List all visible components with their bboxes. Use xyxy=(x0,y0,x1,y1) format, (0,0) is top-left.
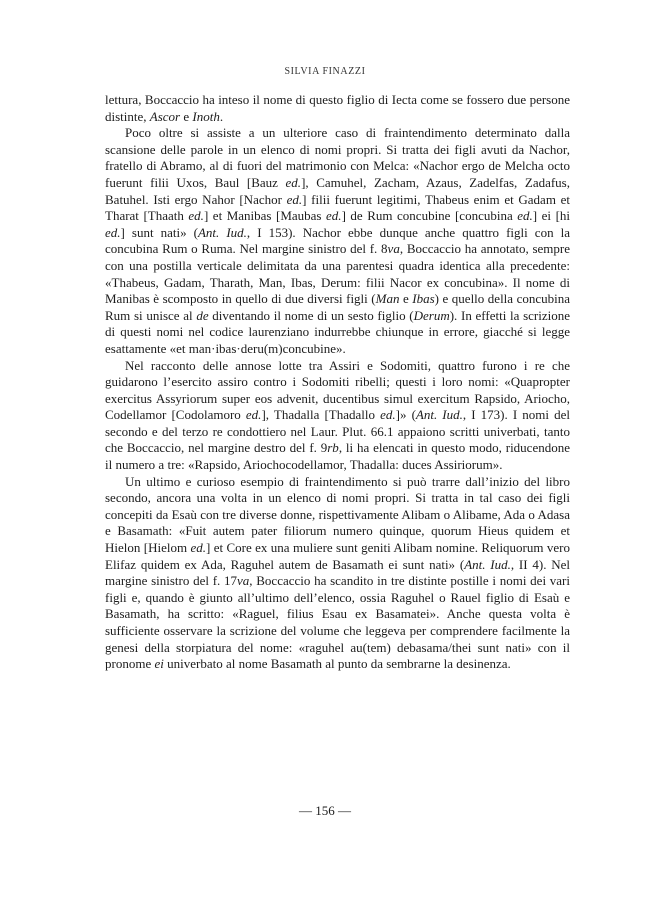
text-run: ], Thadalla [Thadallo xyxy=(261,407,381,423)
italic-run: Ibas xyxy=(412,291,435,307)
text-run: ], Camuhel, Zacham, Azaus, Zadelfas, Zadafus, Batuhel. Isti ergo Nahor [Nachor xyxy=(105,174,570,207)
italic-run: ei xyxy=(154,656,164,672)
text-run: e xyxy=(399,291,413,307)
paragraph xyxy=(105,125,570,357)
italic-run: ed. xyxy=(285,174,302,190)
text-run: , II 4). Nel margine sinistro del f. 17 xyxy=(105,556,571,589)
body-text xyxy=(105,92,570,673)
text-run: e xyxy=(180,108,193,124)
text-run: ] ei [hi xyxy=(532,208,571,224)
text-run: ] et Core ex una muliere sunt geniti Alibam nomine. Reliquorum vero Elifaz quidem ex Ada, Raguhel autem de Basamath ei sunt nati» ( xyxy=(105,540,570,572)
italic-run: Ant. Iud. xyxy=(415,407,463,423)
text-run: ). In effetti la scrizione di questi nomi nel codice laurenziano indurrebbe chiunque in errore, giacché si legge esattamente «et man·ibas·deru(m)concubine». xyxy=(105,307,570,356)
italic-run: ed. xyxy=(326,208,342,224)
text-run: Nel racconto delle annose lotte tra Assiri e Sodomiti, quattro furono i re che guidarono l’esercito assiro contro i Sodomiti ribelli; questi i loro nomi: «Quapropter exercitus Assyriorum super eos advenit, ducentibus simul exercitum Rapsido, Ariocho, Codellamor [Codolamoro xyxy=(105,357,570,423)
italic-run: Man xyxy=(375,291,400,307)
italic-run: Ant. Iud. xyxy=(464,556,511,572)
italic-run: va xyxy=(237,573,250,589)
italic-run: Ascor xyxy=(149,108,181,124)
italic-run: ed. xyxy=(105,224,121,240)
running-head: SILVIA FINAZZI xyxy=(284,66,366,77)
italic-run: ed. xyxy=(286,191,303,207)
text-run: ] et Manibas [Maubas xyxy=(203,208,327,224)
text-run: ) e quello della concubina Rum si unisce al xyxy=(105,291,571,323)
text-run: lettura, Boccaccio ha inteso il nome di questo figlio di Iecta come se fossero due persone distinte, xyxy=(105,92,570,124)
italic-run: rb xyxy=(327,440,339,456)
italic-run: ed. xyxy=(517,208,533,224)
text-run: ]» ( xyxy=(395,407,416,423)
text-run: ] filii fuerunt legitimi, Thabeus enim et Gadam et Tharat [Thaath xyxy=(105,191,570,224)
text-run: , I 153). Nachor ebbe dunque anche quattro figli con la concubina Rum o Ruma. Nel margine sinistro del f. 8 xyxy=(105,224,570,257)
text-run: , li ha elencati in questo modo, riducendone il numero a tre: «Rapsido, Ariochocodellamor, Thadalla: duces Assiriorum». xyxy=(105,440,570,473)
italic-run: ed. xyxy=(188,208,204,224)
italic-run: Inoth xyxy=(192,108,220,124)
text-run: Poco oltre si assiste a un ulteriore caso di fraintendimento determinato dalla scansione delle parole in un elenco di nomi propri. Si tratta dei figli avuti da Nachor, fratello di Abramo, al di fuori del matrimonio con Melca: «Nachor ergo de Melcha octo fuerunt filii Uxos, Baul [Bauz xyxy=(105,125,570,190)
italic-run: Derum xyxy=(413,307,450,323)
italic-run: de xyxy=(196,307,209,323)
italic-run: va xyxy=(387,241,400,257)
text-run: , Boccaccio ha annotato, sempre con una postilla verticale delimitata da una parentesi quadra identica alla precedente: «Thabeus, Gadam, Tharath, Man, Ibas, Derum: filii Nacor ex concubina». Il nome di Manibas è scomposto in quello di due diversi figli ( xyxy=(105,241,570,307)
paragraph xyxy=(105,358,570,474)
italic-run: ed. xyxy=(190,540,207,556)
page-number: — 156 — xyxy=(299,803,351,818)
text-run: , I 173). I nomi del secondo e del terzo re condottiero nel Laur. Plut. 66.1 appaiono scritti univerbati, tanto che Boccaccio, nel margine destro del f. 9 xyxy=(105,407,570,456)
text-run: . xyxy=(219,108,224,124)
text-run: ] sunt nati» ( xyxy=(120,224,198,240)
text-run: , Boccaccio ha scandito in tre distinte postille i nomi dei vari figli e, quando è giunto all’ultimo dell’elenco, ossia Raguhel o Rauel figlio di Esaù e Basamath, ha scritto: «Raguel, filius Esau ex Basamatei». Anche questa volta è sufficiente osservare la scrizione del volume che leggeva per comprendere facilmente la genesi della storpiatura del nome: «raguhel au(tem) debasama/thei sunt nati» con il pronome xyxy=(105,573,571,672)
text-run: diventando il nome di un sesto figlio ( xyxy=(208,307,414,323)
paragraph xyxy=(105,92,570,125)
text-run: ] de Rum concubine [concubina xyxy=(341,208,518,224)
italic-run: ed. xyxy=(245,407,262,423)
italic-run: ed. xyxy=(380,407,396,423)
text-run: Un ultimo e curioso esempio di fraintendimento si può trarre dall’inizio del libro secondo, ancora una volta in un elenco di nomi propri. Si tratta in tal caso dei figli concepiti da Esaù con tre diverse donne, rispettivamente Alibam o Alibame, Ada o Adasa e Basamath: «Fuit autem pater filiorum numero quinque, quorum Hieus quidem et Hielon [Hielom xyxy=(105,473,570,556)
paragraph xyxy=(105,474,570,673)
text-run: univerbato al nome Basamath al punto da sembrarne la desinenza. xyxy=(163,656,511,672)
italic-run: Ant. Iud. xyxy=(197,224,247,240)
